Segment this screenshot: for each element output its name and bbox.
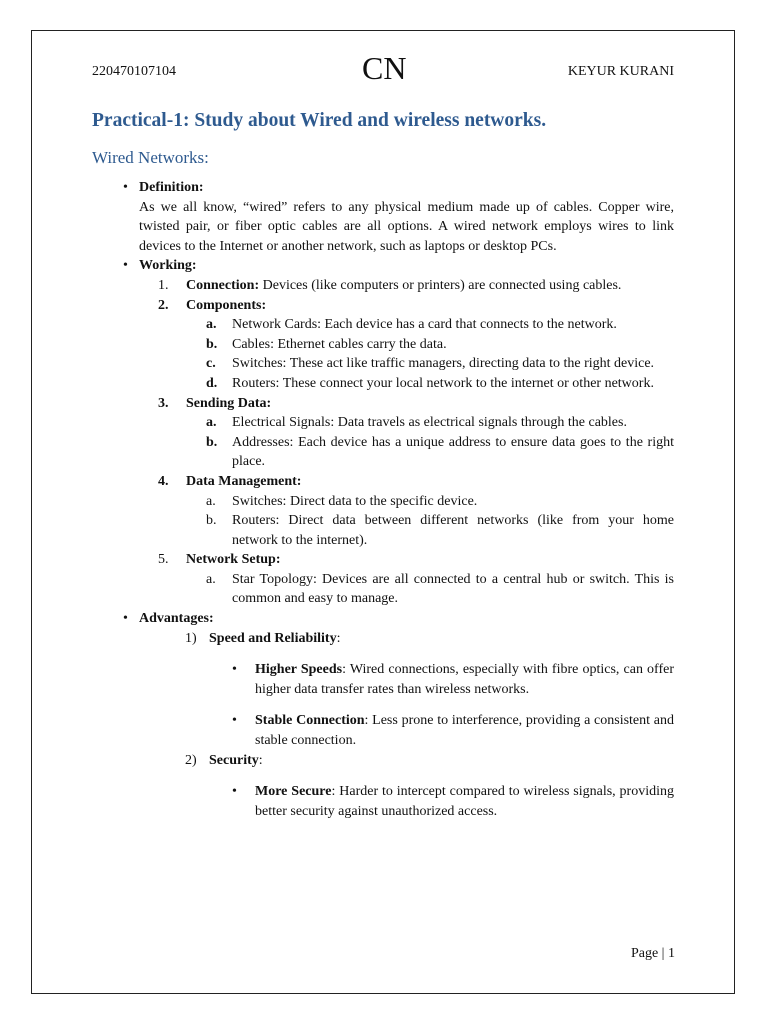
page-number: Page | 1 (630, 946, 675, 961)
list-item: • Higher Speeds: Wired connections, especially with fibre optics, can offer higher data transfer rates than wireless networks. (232, 662, 674, 697)
list-item: a. Switches: Direct data to the specific device. (206, 493, 478, 509)
list-item: 3. Sending Data: (158, 395, 272, 411)
list-item: b. Routers: Direct data between different networks (like from your home network to the internet). (206, 513, 674, 548)
document-body (92, 108, 674, 821)
definition-text: As we all know, “wired” refers to any physical medium made up of cables. Copper wire, twisted pair, or fiber optic cables are all options. A wired network employs wires to link devices to the Internet or another network, such as laptops or desktop PCs. (139, 199, 674, 254)
advantages-label: Advantages: (139, 611, 214, 627)
list-item: 2. Components: (158, 297, 267, 313)
list-item: a. Network Cards: Each device has a card that connects to the network. (206, 317, 617, 333)
header-subject: CN (362, 50, 407, 86)
list-item-advantages (92, 609, 674, 629)
definition-label: Definition: (139, 180, 204, 195)
list-item: 5. Network Setup: (158, 552, 281, 568)
list-item: • Stable Connection: Less prone to interference, providing a consistent and stable connection. (232, 713, 674, 749)
list-item: • More Secure: Harder to intercept compared to wireless signals, providing better security against unauthorized access. (232, 784, 674, 819)
list-item: c. Switches: These act like traffic managers, directing data to the right device. (206, 356, 655, 372)
list-item: 4. Data Management: (158, 473, 302, 489)
bullet-icon: • (232, 662, 237, 678)
header-author: KEYUR KURANI (567, 64, 674, 79)
header-id: 220470107104 (92, 64, 176, 79)
page-title: Practical-1: Study about Wired and wireless networks. (92, 110, 547, 131)
list-item: a. Electrical Signals: Data travels as electrical signals through the cables. (206, 415, 627, 431)
bullet-icon: • (123, 180, 128, 195)
list-item: b. Addresses: Each device has a unique address to ensure data goes to the right place. (206, 434, 674, 470)
page-header (92, 50, 674, 86)
bullet-icon: • (123, 611, 128, 627)
section-heading: Wired Networks: (92, 148, 209, 167)
list-item: b. Cables: Ethernet cables carry the data. (206, 336, 447, 352)
list-item: 1) Speed and Reliability: (185, 630, 341, 646)
list-item-working (92, 256, 674, 276)
list-item: 2) Security: (185, 752, 263, 768)
bullet-icon: • (232, 784, 237, 800)
list-item: 1. Connection: Devices (like computers or printers) are connected using cables. (158, 277, 622, 293)
list-item: d. Routers: These connect your local network to the internet or other network. (206, 375, 654, 391)
list-item: a. Star Topology: Devices are all connected to a central hub or switch. This is common and easy to manage. (206, 571, 674, 607)
bullet-icon: • (232, 713, 237, 729)
working-label: Working: (139, 258, 197, 274)
bullet-icon: • (123, 258, 128, 274)
list-item-definition (92, 178, 674, 198)
